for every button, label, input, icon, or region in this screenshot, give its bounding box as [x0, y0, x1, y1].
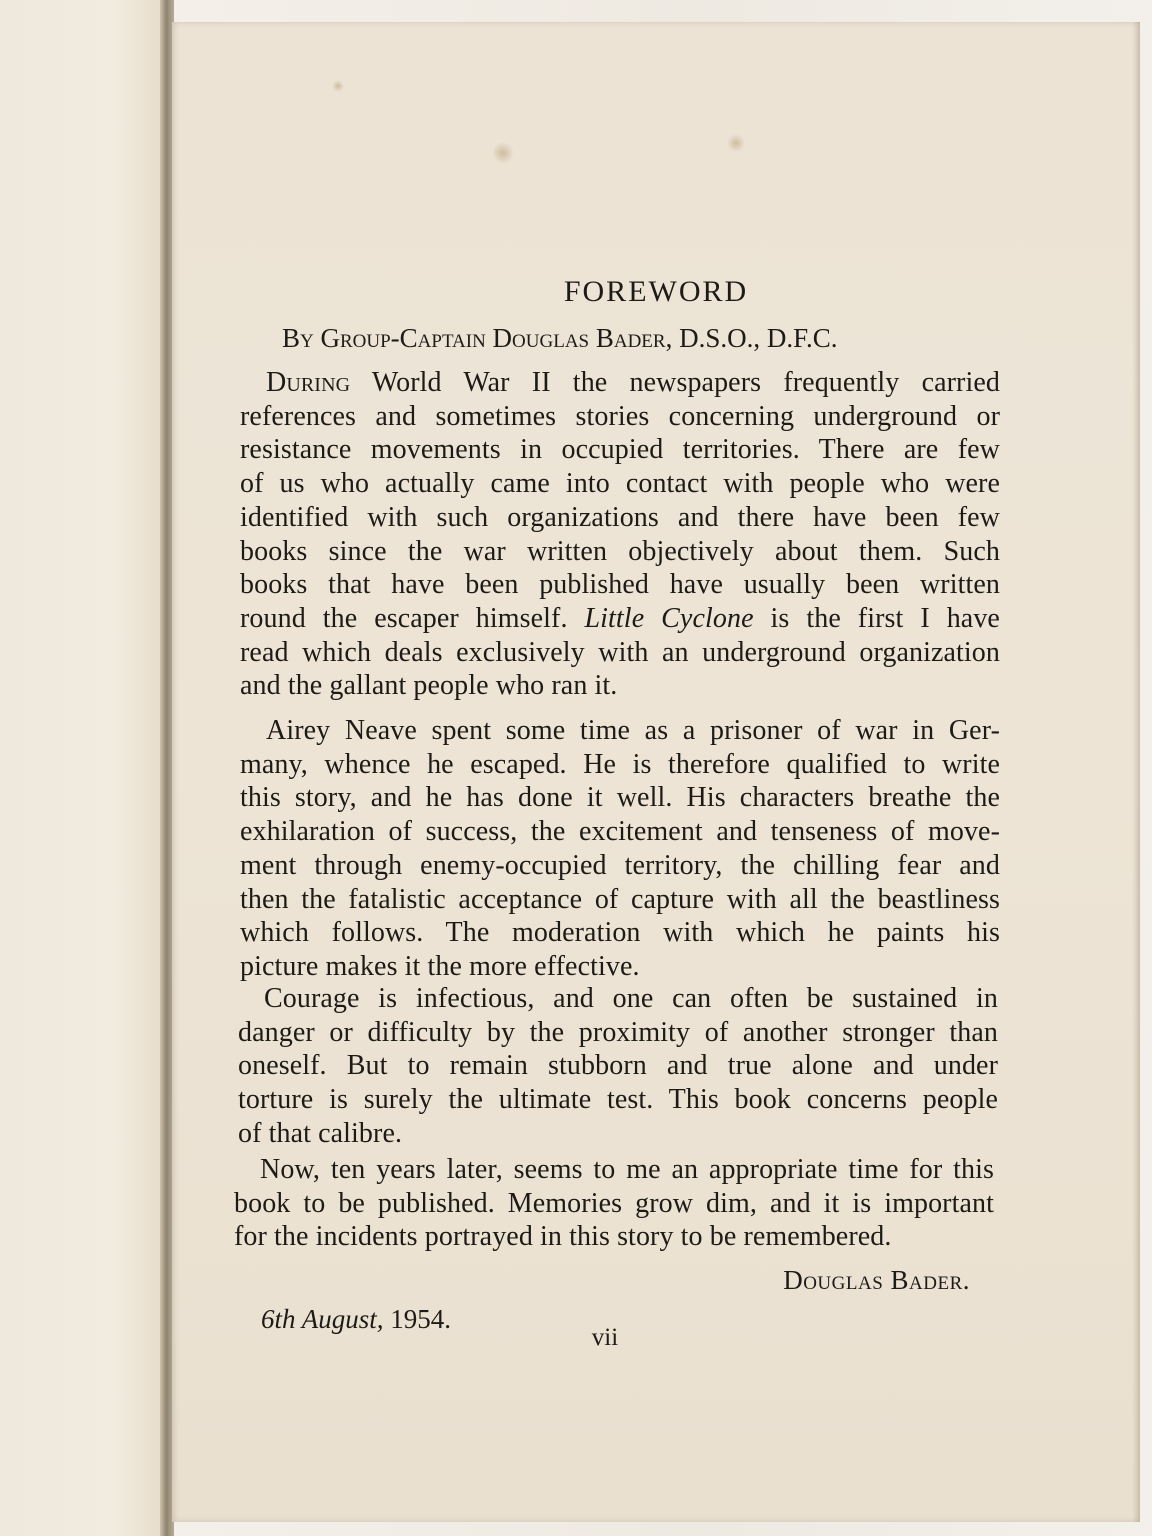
text-line: exhilaration of success, the excitement and tenseness of move-	[240, 816, 1000, 848]
text-line: Now, ten years later, seems to me an appropriate time for this	[260, 1154, 994, 1185]
text-line: ment through enemy-occupied territory, the chilling fear and	[240, 849, 1000, 881]
text-line: this story, and he has done it well. His characters breathe the	[240, 782, 1000, 814]
text-line: many, whence he escaped. He is therefore qualified to write	[240, 748, 1000, 780]
date-year: 1954.	[390, 1304, 452, 1334]
text-line: book to be published. Memories grow dim, and it is important	[234, 1187, 994, 1219]
paragraph-4	[234, 1153, 994, 1254]
text-line: of that calibre.	[238, 1117, 403, 1149]
text-line: Courage is infectious, and one can often be sustained in	[264, 983, 998, 1014]
page-edge-shadow	[1132, 22, 1140, 1522]
lead-word: During	[266, 367, 351, 398]
signature: Douglas Bader.	[783, 1265, 970, 1295]
text-line: which follows. The moderation with which he paints his	[240, 917, 1000, 949]
text-line: resistance movements in occupied territories. There are few	[240, 434, 1000, 466]
paragraph-2	[240, 714, 1000, 984]
text-line: During World War II the newspapers frequently carried	[266, 367, 1000, 398]
text-line: of us who actually came into contact with people who were	[240, 468, 1000, 500]
text-line: oneself. But to remain stubborn and true alone and under	[238, 1050, 998, 1082]
text-line: identified with such organizations and there have been few	[240, 501, 1000, 533]
text-line: picture makes it the more effective.	[240, 950, 640, 982]
foxing-spot	[332, 80, 344, 92]
foxing-spot	[492, 142, 514, 164]
foxing-spot	[727, 134, 745, 152]
page-title: FOREWORD	[563, 275, 749, 308]
text-line: books that have been published have usually been written	[240, 569, 1000, 601]
page-number: vii	[591, 1324, 619, 1351]
text-line: then the fatalistic acceptance of capture with all the beastliness	[240, 883, 1000, 915]
text-line: round the escaper himself. Little Cyclone is the first I have	[240, 602, 1000, 634]
left-page-edge	[0, 0, 165, 1536]
paragraph-1	[240, 366, 1000, 703]
byline-honours: D.S.O., D.F.C.	[679, 323, 838, 353]
text-line: Airey Neave spent some time as a prisoner of war in Ger-	[266, 715, 1000, 746]
date-text: 6th August,	[261, 1304, 384, 1334]
byline	[282, 323, 982, 354]
text-line: torture is surely the ultimate test. This book concerns people	[238, 1084, 998, 1116]
text-line: books since the war written objectively about them. Such	[240, 535, 1000, 567]
text-line: for the incidents portrayed in this story to be remembered.	[234, 1221, 892, 1253]
text-line: danger or difficulty by the proximity of another stronger than	[238, 1016, 998, 1048]
text-line: references and sometimes stories concerning underground or	[240, 400, 1000, 432]
paragraph-3	[238, 982, 998, 1151]
text-line: and the gallant people who ran it.	[240, 670, 618, 702]
byline-author: By Group-Captain Douglas Bader,	[282, 323, 673, 353]
book-title: Little Cyclone	[584, 602, 754, 634]
dateline	[261, 1304, 451, 1335]
text-line: read which deals exclusively with an underground organization	[240, 636, 1000, 668]
